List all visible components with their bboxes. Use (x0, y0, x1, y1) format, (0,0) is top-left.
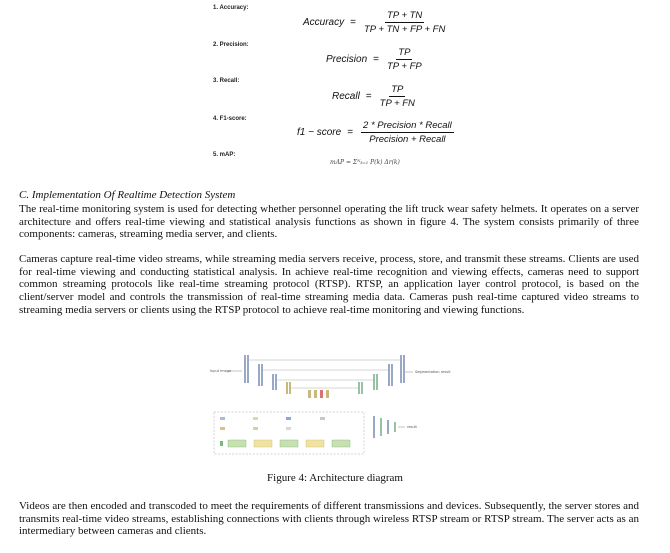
segmentation-label: Segmentation result (415, 370, 451, 374)
accuracy-formula (303, 10, 445, 35)
formula-fraction (364, 10, 445, 35)
formula-numerator: TP (398, 47, 411, 58)
formula-equals: = (365, 91, 372, 102)
formula-fraction (387, 47, 422, 72)
formula-denominator: TP + FN (379, 98, 415, 109)
formula-equals: = (373, 54, 379, 65)
legend-swatches (220, 417, 325, 430)
section-heading: C. Implementation Of Realtime Detection System (19, 189, 236, 201)
formula-denominator: Precision + Recall (369, 134, 446, 145)
paragraph-2: Cameras capture real-time video streams, while streaming media servers receive, process, store, and transmit these streams. Clients are used for real-time viewing and conducting statistical analysis. In achieve real-time recognition and viewing effects, cameras need to support common streaming protocols like real-time streaming protocol (RTSP). RTSP, an application layer control protocol, is based on the client/server model and controls the transmission of real-time streaming media data. Cameras push real-time captured video streams to streaming media servers or clients using the RTSP protocol to achieve real-time monitoring and viewing functions. (19, 253, 639, 316)
paragraph-1: The real-time monitoring system is used for detecting whether personnel operating the lift truck wear safety helmets. It operates on a server architecture and offers real-time viewing and statistical analysis functions as shown in figure 4. The system consists primarily of three components: cameras, streaming media server, and clients. (19, 203, 639, 241)
formula-equals: = (350, 17, 356, 28)
metric-label-f1: 4. F1-score: (213, 116, 247, 122)
f1-formula (297, 120, 454, 145)
figure-caption: Figure 4: Architecture diagram (267, 472, 403, 484)
formula-lhs: Precision (326, 54, 368, 65)
metric-label-precision: 2. Precision: (213, 42, 249, 48)
formula-lhs: f1 − score (297, 127, 342, 138)
decoder-blocks (358, 355, 405, 394)
recall-formula (332, 84, 415, 109)
formula-lhs: Accuracy (303, 17, 345, 28)
formula-fraction (380, 84, 415, 109)
formula-fraction (361, 120, 454, 145)
formula-lhs: Recall (332, 91, 360, 102)
paragraph-3: Videos are then encoded and transcoded to meet the requirements of different transmissions and devices. Subsequently, the server stores and transmits real-time video streams, establishing connections with clients through wireless RTSP stream or RTSP stream. The server acts as an intermediary between cameras and clients. (19, 500, 639, 538)
input-label: Input Image (210, 369, 232, 373)
metric-label-accuracy: 1. Accuracy: (213, 5, 249, 11)
result-blocks (373, 416, 396, 438)
pipeline-row (220, 440, 350, 447)
bottleneck-blocks (308, 390, 329, 398)
encoder-blocks (244, 355, 291, 394)
formula-numerator: TP + TN (387, 10, 423, 21)
metric-label-map: 5. mAP: (213, 152, 236, 158)
formula-numerator: 2 * Precision * Recall (363, 120, 452, 131)
formula-denominator: TP + FP (386, 61, 422, 72)
architecture-diagram (208, 352, 458, 460)
result-label: result (407, 425, 417, 429)
map-formula: mAP = Σᴺₖ₌₁ P(k) Δr(k) (330, 159, 400, 166)
metric-label-recall: 3. Recall: (213, 78, 240, 84)
formula-equals: = (347, 127, 354, 138)
formula-numerator: TP (391, 84, 404, 95)
precision-formula (326, 47, 422, 72)
formula-denominator: TP + TN + FP + FN (363, 24, 446, 35)
